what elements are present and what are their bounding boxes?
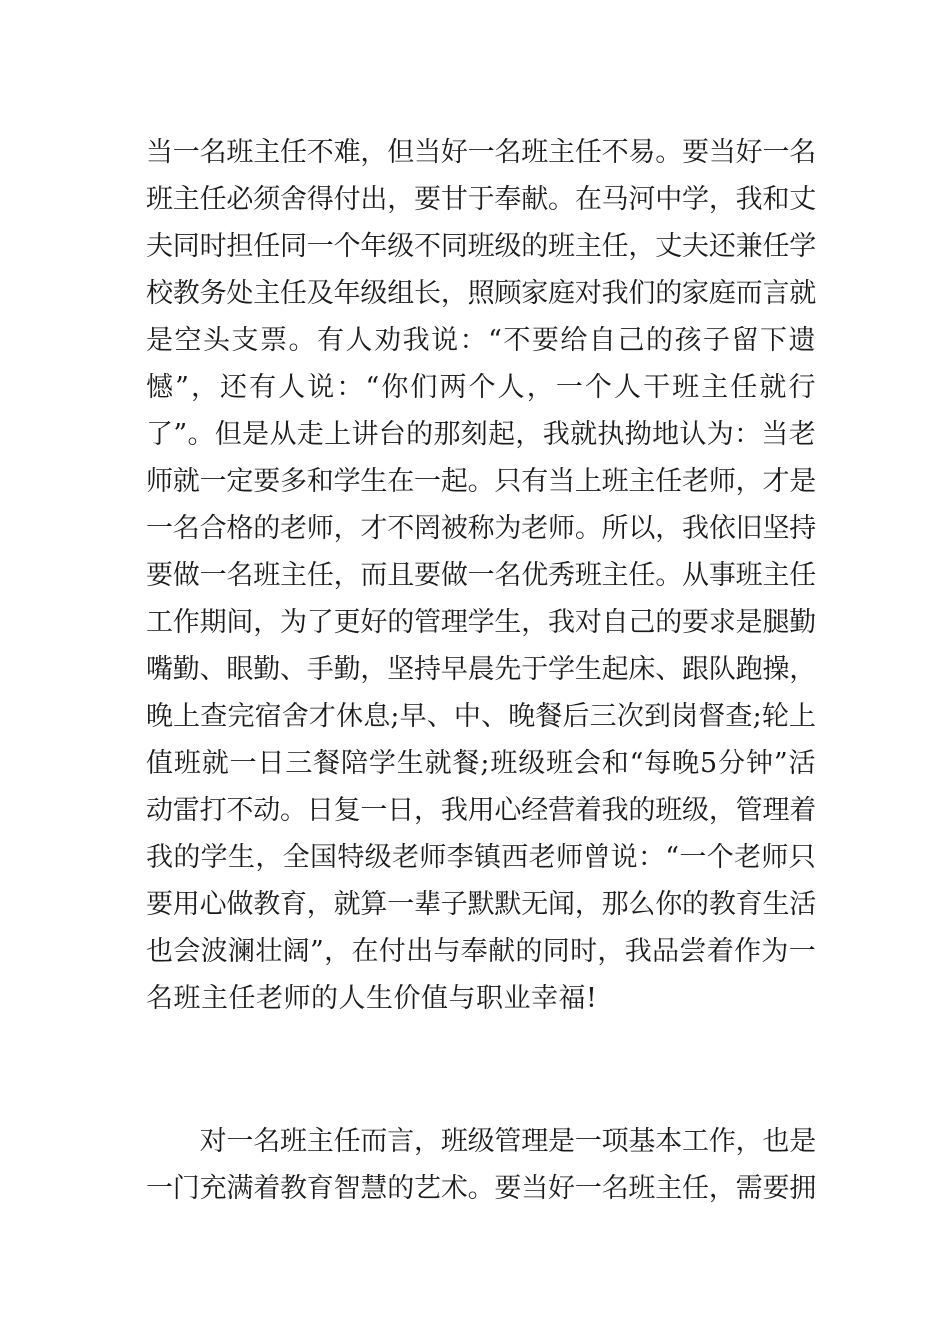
paragraph-line: 动雷打不动。日复一日，我用心经营着我的班级，管理着 [146,795,816,826]
paragraph-line: 值班就一日三餐陪学生就餐;班级班会和“每晚5分钟”活 [146,748,816,779]
paragraph-line: 名班主任老师的人生价值与职业幸福! [146,983,598,1014]
paragraph-line: 嘴勤、眼勤、手勤，坚持早晨先于学生起床、跟队跑操， [146,654,816,685]
paragraph-1 [146,129,816,1022]
paragraph-line: 校教务处主任及年级组长，照顾家庭对我们的家庭而言就 [146,278,816,309]
paragraph-line: 也会波澜壮阔”，在付出与奉献的同时，我品尝着作为一 [146,936,816,967]
paragraph-line: 夫同时担任同一个年级不同班级的班主任，丈夫还兼任学 [146,231,816,262]
paragraph-line: 了”。但是从走上讲台的那刻起，我就执拗地认为：当老 [146,419,816,450]
paragraph-line: 是空头支票。有人劝我说：“不要给自己的孩子留下遗 [146,325,816,356]
paragraph-line: 我的学生，全国特级老师李镇西老师曾说：“一个老师只 [146,842,816,873]
paragraph-line: 当一名班主任不难，但当好一名班主任不易。要当好一名 [146,137,816,168]
paragraph-line: 憾”，还有人说：“你们两个人，一个人干班主任就行 [146,372,816,403]
paragraph-line: 要做一名班主任，而且要做一名优秀班主任。从事班主任 [146,560,816,591]
paragraph-line: 师就一定要多和学生在一起。只有当上班主任老师，才是 [146,466,816,497]
paragraph-line: 工作期间，为了更好的管理学生，我对自己的要求是腿勤 [146,607,816,638]
paragraph-line: 一名合格的老师，才不罔被称为老师。所以，我依旧坚持 [146,513,816,544]
paragraph-line: 班主任必须舍得付出，要甘于奉献。在马河中学，我和丈 [146,184,816,215]
paragraph-line: 晚上查完宿舍才休息;早、中、晚餐后三次到岗督查;轮上 [146,701,816,732]
paragraph-line: 对一名班主任而言，班级管理是一项基本工作，也是 [146,1126,816,1157]
paragraph-line: 要用心做教育，就算一辈子默默无闻，那么你的教育生活 [146,889,816,920]
paragraph-2 [146,1118,816,1212]
paragraph-line: 一门充满着教育智慧的艺术。要当好一名班主任，需要拥 [146,1173,816,1204]
